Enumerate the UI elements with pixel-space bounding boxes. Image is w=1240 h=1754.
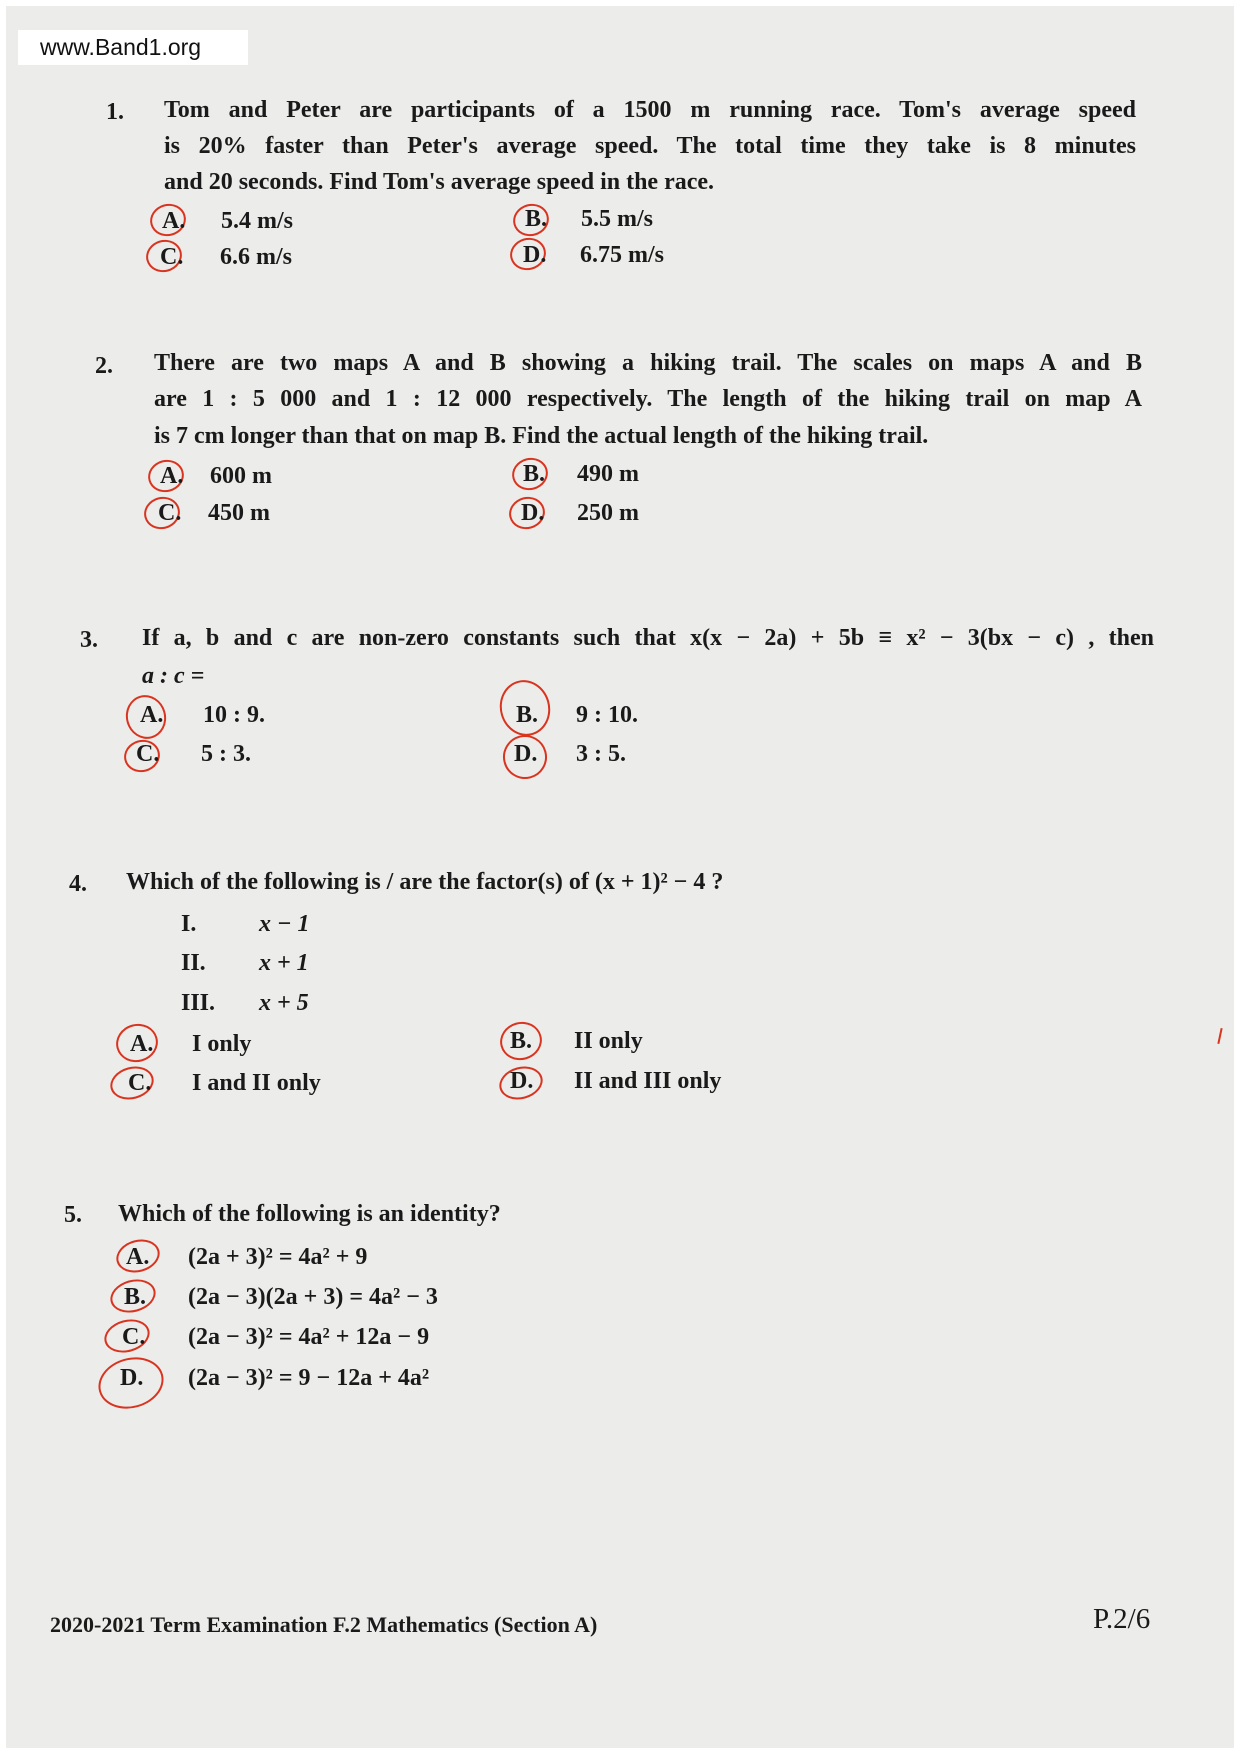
- question-number: 3.: [80, 627, 98, 653]
- question-text-line: is 20% faster than Peter's average speed. The total time they take is 8 minutes: [164, 133, 1136, 159]
- option-text: 9 : 10.: [576, 702, 638, 728]
- option-text: 250 m: [577, 500, 639, 526]
- option-text: I only: [192, 1031, 252, 1057]
- option-letter: D.: [514, 741, 538, 767]
- option-text: 6.75 m/s: [580, 242, 664, 268]
- footer-title: 2020-2021 Term Examination F.2 Mathematics (Section A): [50, 1612, 598, 1637]
- option-text: 6.6 m/s: [220, 244, 292, 270]
- option-letter: B.: [523, 461, 546, 487]
- option-letter: C.: [122, 1324, 146, 1350]
- option-text: (2a − 3)(2a + 3) = 4a² − 3: [188, 1284, 438, 1310]
- statement-numeral: II.: [181, 950, 206, 976]
- question-number: 4.: [69, 871, 87, 897]
- option-text: (2a + 3)² = 4a² + 9: [188, 1244, 368, 1270]
- option-letter: A.: [162, 208, 186, 234]
- question-text-line: a : c =: [142, 663, 205, 689]
- option-letter: A.: [140, 702, 164, 728]
- option-letter: D.: [521, 500, 545, 526]
- option-letter: C.: [158, 500, 182, 526]
- option-letter: B.: [124, 1284, 147, 1310]
- option-text: 490 m: [577, 461, 639, 487]
- option-letter: D.: [523, 242, 547, 268]
- option-letter: D.: [120, 1365, 144, 1391]
- option-text: (2a − 3)² = 4a² + 12a − 9: [188, 1324, 430, 1350]
- question-text-line: and 20 seconds. Find Tom's average speed in the race.: [164, 169, 715, 195]
- option-text: I and II only: [192, 1070, 321, 1096]
- question-text-line: There are two maps A and B showing a hiking trail. The scales on maps A and B: [154, 350, 1142, 376]
- option-text: 10 : 9.: [203, 702, 265, 728]
- option-letter: B.: [525, 206, 548, 232]
- question-text-line: Which of the following is an identity?: [118, 1201, 501, 1227]
- question-text-line: Tom and Peter are participants of a 1500 m running race. Tom's average speed: [164, 97, 1136, 123]
- question-text-line: is 7 cm longer than that on map B. Find the actual length of the hiking trail.: [154, 423, 929, 449]
- page-number: P.2/6: [1093, 1603, 1151, 1635]
- option-text: 5 : 3.: [201, 741, 251, 767]
- option-text: 600 m: [210, 463, 272, 489]
- option-letter: B.: [510, 1028, 533, 1054]
- statement-numeral: III.: [181, 990, 216, 1016]
- statement-expression: x + 1: [259, 950, 309, 976]
- statement-expression: x − 1: [259, 911, 310, 937]
- option-letter: A.: [160, 463, 184, 489]
- option-letter: C.: [128, 1070, 152, 1096]
- question-number: 1.: [106, 99, 124, 125]
- watermark-url: www.Band1.org: [18, 30, 248, 65]
- option-letter: A.: [126, 1244, 150, 1270]
- option-letter: B.: [516, 702, 539, 728]
- option-text: 5.4 m/s: [221, 208, 293, 234]
- statement-numeral: I.: [181, 911, 197, 937]
- question-text-line: Which of the following is / are the factor(s) of (x + 1)² − 4 ?: [126, 869, 724, 895]
- option-text: II only: [574, 1028, 643, 1054]
- question-number: 2.: [95, 353, 113, 379]
- option-text: (2a − 3)² = 9 − 12a + 4a²: [188, 1365, 430, 1391]
- option-text: 3 : 5.: [576, 741, 626, 767]
- option-letter: C.: [160, 244, 184, 270]
- option-letter: A.: [130, 1031, 154, 1057]
- question-text-line: If a, b and c are non-zero constants such that x(x − 2a) + 5b ≡ x² − 3(bx − c) , then: [142, 625, 1154, 651]
- option-text: II and III only: [574, 1068, 722, 1094]
- option-text: 450 m: [208, 500, 270, 526]
- question-text-line: are 1 : 5 000 and 1 : 12 000 respectively. The length of the hiking trail on map A: [154, 386, 1142, 412]
- statement-expression: x + 5: [259, 990, 309, 1016]
- question-number: 5.: [64, 1202, 82, 1228]
- option-letter: C.: [136, 741, 160, 767]
- option-text: 5.5 m/s: [581, 206, 653, 232]
- option-letter: D.: [510, 1068, 534, 1094]
